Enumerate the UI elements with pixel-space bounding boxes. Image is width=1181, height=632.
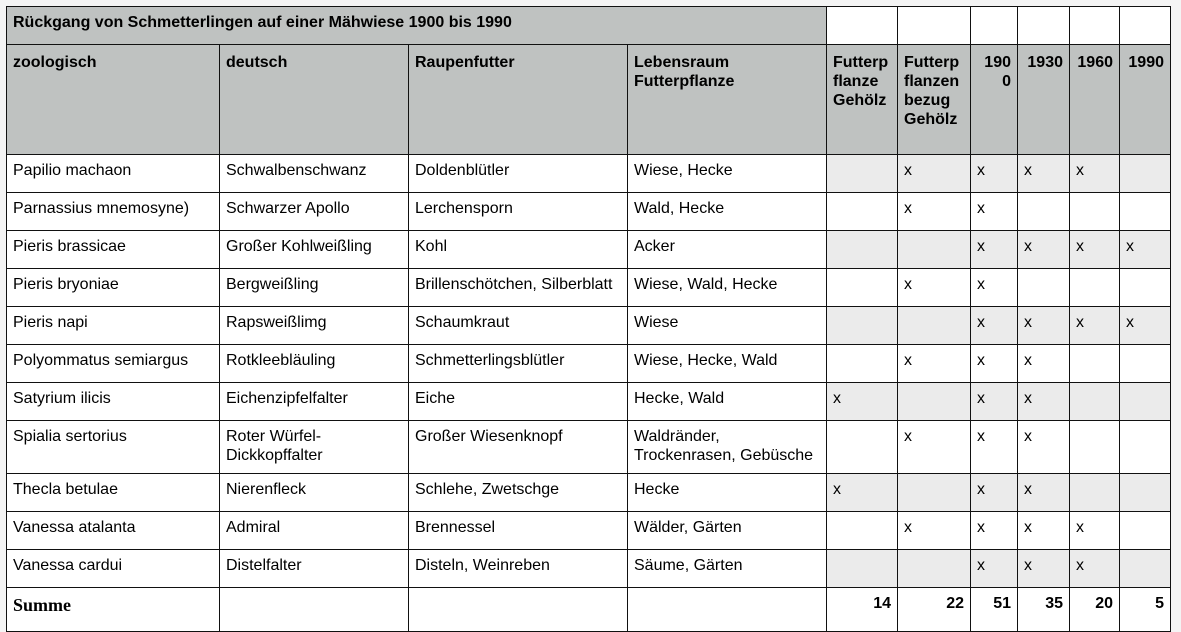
cell-bezug: x [898, 193, 971, 231]
cell-gehoelz [827, 421, 898, 474]
cell-deutsch: Eichenzipfelfalter [220, 383, 409, 421]
cell-1990 [1120, 550, 1171, 588]
cell-deutsch: Rapsweißlimg [220, 307, 409, 345]
title-blank-cell [1018, 7, 1070, 45]
header-lebensraum-line: Futterpflanze [634, 73, 735, 90]
header-1990: 1990 [1120, 45, 1171, 155]
table-row [7, 231, 1171, 269]
header-line: 190 [984, 54, 1011, 71]
table-title: Rückgang von Schmetterlingen auf einer Mähwiese 1900 bis 1990 [7, 7, 827, 45]
cell-bezug: x [898, 269, 971, 307]
sum-1960: 20 [1070, 588, 1120, 632]
cell-deutsch: Distelfalter [220, 550, 409, 588]
cell-1990: x [1120, 307, 1171, 345]
cell-1900: x [971, 193, 1018, 231]
cell-1900: x [971, 421, 1018, 474]
cell-gehoelz: x [827, 474, 898, 512]
cell-bezug [898, 550, 971, 588]
cell-1990 [1120, 155, 1171, 193]
cell-deutsch [220, 421, 409, 474]
table-row [7, 193, 1171, 231]
header-lebensraum [628, 45, 827, 155]
cell-1930: x [1018, 307, 1070, 345]
cell-raupenfutter: Brillenschötchen, Silberblatt [409, 269, 628, 307]
cell-1900: x [971, 550, 1018, 588]
title-row [7, 7, 1171, 45]
cell-1990 [1120, 193, 1171, 231]
cell-bezug [898, 474, 971, 512]
cell-deutsch: Bergweißling [220, 269, 409, 307]
cell-bezug: x [898, 421, 971, 474]
cell-raupenfutter: Schaumkraut [409, 307, 628, 345]
cell-zoologisch: Spialia sertorius [7, 421, 220, 474]
cell-lebensraum: Wiese, Hecke [628, 155, 827, 193]
cell-1930: x [1018, 550, 1070, 588]
header-line: flanze [833, 73, 879, 90]
header-row [7, 45, 1171, 155]
cell-1990 [1120, 474, 1171, 512]
cell-1990 [1120, 345, 1171, 383]
header-line: flanzen [904, 73, 960, 90]
cell-zoologisch: Thecla betulae [7, 474, 220, 512]
cell-1900: x [971, 307, 1018, 345]
cell-1960 [1070, 345, 1120, 383]
cell-lebensraum: Säume, Gärten [628, 550, 827, 588]
header-1900 [971, 45, 1018, 155]
cell-gehoelz: x [827, 383, 898, 421]
cell-raupenfutter: Schlehe, Zwetschge [409, 474, 628, 512]
cell-lebensraum: Hecke, Wald [628, 383, 827, 421]
cell-raupenfutter: Kohl [409, 231, 628, 269]
header-raupenfutter: Raupenfutter [409, 45, 628, 155]
cell-line: Roter Würfel- [226, 428, 322, 445]
cell-lebensraum [628, 421, 827, 474]
cell-deutsch: Admiral [220, 512, 409, 550]
header-line: bezug [904, 92, 951, 109]
header-lebensraum-line: Lebensraum [634, 54, 730, 71]
cell-bezug: x [898, 512, 971, 550]
cell-1960: x [1070, 155, 1120, 193]
cell-gehoelz [827, 269, 898, 307]
cell-1900: x [971, 155, 1018, 193]
cell-1990 [1120, 269, 1171, 307]
sum-blank-cell [628, 588, 827, 632]
cell-gehoelz [827, 155, 898, 193]
cell-1930: x [1018, 512, 1070, 550]
title-blank-cell [1070, 7, 1120, 45]
sum-gehoelz: 14 [827, 588, 898, 632]
sum-blank-cell [409, 588, 628, 632]
sum-1930: 35 [1018, 588, 1070, 632]
cell-lebensraum: Wälder, Gärten [628, 512, 827, 550]
cell-zoologisch: Pieris brassicae [7, 231, 220, 269]
sum-bezug: 22 [898, 588, 971, 632]
cell-1990: x [1120, 231, 1171, 269]
cell-1930: x [1018, 474, 1070, 512]
cell-raupenfutter: Doldenblütler [409, 155, 628, 193]
sum-label: Summe [7, 588, 220, 632]
cell-1960: x [1070, 512, 1120, 550]
table-row [7, 345, 1171, 383]
butterfly-table [6, 6, 1171, 632]
cell-1930: x [1018, 383, 1070, 421]
cell-bezug [898, 307, 971, 345]
cell-lebensraum: Wiese [628, 307, 827, 345]
cell-1930: x [1018, 155, 1070, 193]
cell-1990 [1120, 512, 1171, 550]
table-row [7, 421, 1171, 474]
cell-lebensraum: Hecke [628, 474, 827, 512]
cell-raupenfutter: Eiche [409, 383, 628, 421]
table-row [7, 307, 1171, 345]
cell-bezug: x [898, 345, 971, 383]
cell-deutsch: Nierenfleck [220, 474, 409, 512]
header-futterpflanzen-bezug [898, 45, 971, 155]
title-blank-cell [898, 7, 971, 45]
cell-lebensraum: Wiese, Wald, Hecke [628, 269, 827, 307]
table-row [7, 474, 1171, 512]
cell-1960: x [1070, 231, 1120, 269]
cell-1930: x [1018, 345, 1070, 383]
cell-gehoelz [827, 307, 898, 345]
cell-gehoelz [827, 193, 898, 231]
cell-1930 [1018, 193, 1070, 231]
sum-1990: 5 [1120, 588, 1171, 632]
cell-1960 [1070, 474, 1120, 512]
cell-bezug [898, 231, 971, 269]
cell-1930: x [1018, 421, 1070, 474]
cell-zoologisch: Vanessa cardui [7, 550, 220, 588]
cell-1900: x [971, 474, 1018, 512]
cell-zoologisch: Papilio machaon [7, 155, 220, 193]
cell-raupenfutter: Lerchensporn [409, 193, 628, 231]
cell-lebensraum: Wald, Hecke [628, 193, 827, 231]
cell-deutsch: Rotkleebläuling [220, 345, 409, 383]
header-1930: 1930 [1018, 45, 1070, 155]
sum-blank-cell [220, 588, 409, 632]
cell-zoologisch: Satyrium ilicis [7, 383, 220, 421]
cell-zoologisch: Pieris bryoniae [7, 269, 220, 307]
cell-raupenfutter: Schmetterlingsblütler [409, 345, 628, 383]
title-blank-cell [971, 7, 1018, 45]
table-row [7, 512, 1171, 550]
cell-raupenfutter: Brennessel [409, 512, 628, 550]
cell-1900: x [971, 383, 1018, 421]
cell-deutsch: Schwarzer Apollo [220, 193, 409, 231]
cell-1990 [1120, 383, 1171, 421]
cell-line: Dickkopffalter [226, 447, 323, 464]
cell-1930 [1018, 269, 1070, 307]
sum-1900: 51 [971, 588, 1018, 632]
header-futterpflanze-gehoelz [827, 45, 898, 155]
cell-1900: x [971, 231, 1018, 269]
header-line: Gehölz [833, 92, 887, 109]
header-zoologisch: zoologisch [7, 45, 220, 155]
cell-1990 [1120, 421, 1171, 474]
cell-1960 [1070, 383, 1120, 421]
cell-1960: x [1070, 307, 1120, 345]
cell-gehoelz [827, 550, 898, 588]
header-line: Futterp [904, 54, 960, 71]
header-1960: 1960 [1070, 45, 1120, 155]
cell-bezug: x [898, 155, 971, 193]
cell-line: Waldränder, [634, 428, 720, 445]
title-blank-cell [827, 7, 898, 45]
header-line: Gehölz [904, 111, 958, 128]
cell-1900: x [971, 269, 1018, 307]
cell-zoologisch: Vanessa atalanta [7, 512, 220, 550]
table-row [7, 269, 1171, 307]
sum-row [7, 588, 1171, 632]
cell-raupenfutter: Großer Wiesenknopf [409, 421, 628, 474]
cell-1900: x [971, 512, 1018, 550]
cell-zoologisch: Parnassius mnemosyne) [7, 193, 220, 231]
header-deutsch: deutsch [220, 45, 409, 155]
cell-gehoelz [827, 512, 898, 550]
header-line: 0 [1002, 73, 1011, 90]
cell-zoologisch: Polyommatus semiargus [7, 345, 220, 383]
cell-deutsch: Schwalbenschwanz [220, 155, 409, 193]
table-row [7, 550, 1171, 588]
cell-gehoelz [827, 345, 898, 383]
table-row [7, 383, 1171, 421]
cell-1960: x [1070, 550, 1120, 588]
cell-bezug [898, 383, 971, 421]
table-row [7, 155, 1171, 193]
cell-lebensraum: Acker [628, 231, 827, 269]
cell-1900: x [971, 345, 1018, 383]
cell-1960 [1070, 421, 1120, 474]
cell-raupenfutter: Disteln, Weinreben [409, 550, 628, 588]
title-blank-cell [1120, 7, 1171, 45]
cell-zoologisch: Pieris napi [7, 307, 220, 345]
cell-1930: x [1018, 231, 1070, 269]
cell-line: Trockenrasen, Gebüsche [634, 447, 814, 464]
cell-deutsch: Großer Kohlweißling [220, 231, 409, 269]
cell-gehoelz [827, 231, 898, 269]
header-line: Futterp [833, 54, 889, 71]
cell-lebensraum: Wiese, Hecke, Wald [628, 345, 827, 383]
cell-1960 [1070, 193, 1120, 231]
cell-1960 [1070, 269, 1120, 307]
